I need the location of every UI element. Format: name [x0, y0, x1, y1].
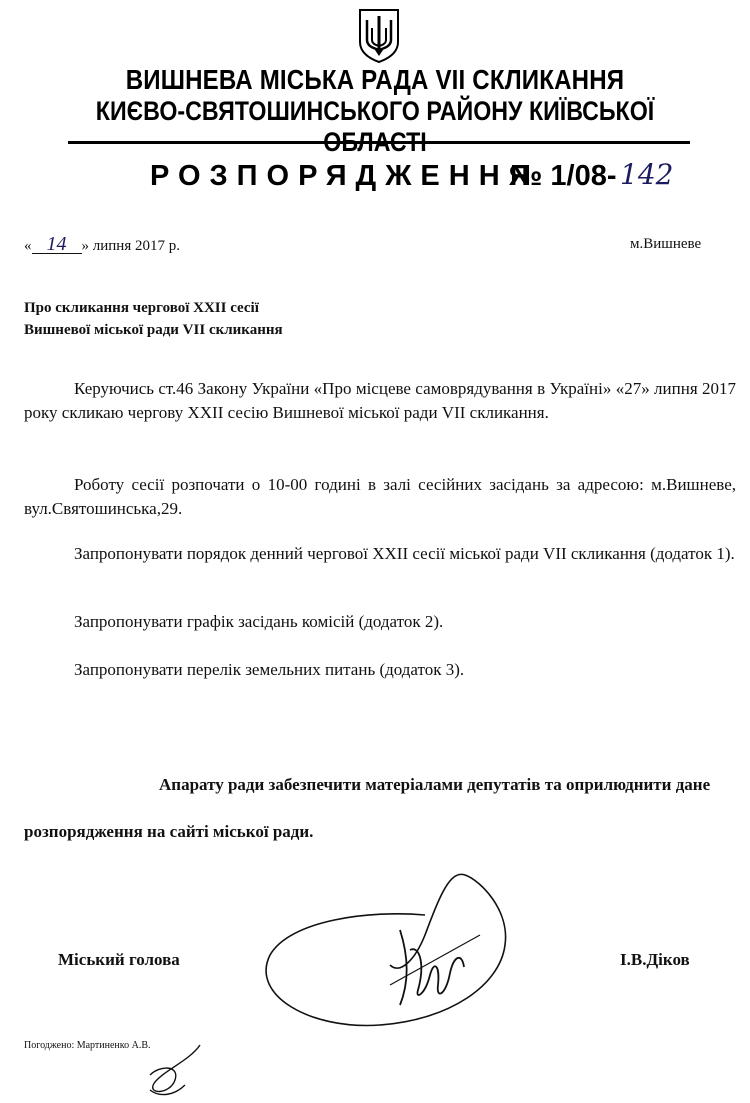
subject-line-1: Про скликання чергової ХХІІ сесії — [24, 300, 259, 316]
council-name: ВИШНЕВА МІСЬКА РАДА VII СКЛИКАННЯ — [125, 64, 625, 95]
date-month-year: » липня 2017 р. — [81, 238, 180, 254]
instruction-line-2: розпорядження на сайті міської ради. — [24, 822, 314, 841]
header-rule — [68, 141, 690, 144]
document-date — [24, 235, 180, 255]
mayor-name: І.В.Діков — [620, 950, 690, 969]
body-paragraph-1: Керуючись ст.46 Закону України «Про місцеве самоврядування в Україні» «27» липня 2017 року скликаю чергову ХХІІ сесію Вишневої міської ради VII скликання. — [24, 379, 736, 422]
order-number: № 1/08- — [510, 160, 617, 192]
date-open-quote: « — [24, 238, 32, 254]
mayor-title: Міський голова — [58, 950, 180, 969]
council-district: КИЄВО-СВЯТОШИНСЬКОГО РАЙОНУ КИЇВСЬКОЇ ОБЛАСТІ — [95, 96, 655, 157]
approver-signature-icon — [130, 1040, 220, 1100]
document-place: м.Вишневе — [630, 236, 702, 252]
approved-by: Погоджено: Мартиненко А.В. — [24, 1040, 151, 1051]
body-paragraph-5: Запропонувати перелік земельних питань (додаток 3). — [74, 660, 465, 679]
document-subject — [24, 297, 283, 341]
mayor-signature-icon — [250, 855, 550, 1035]
document-title: РОЗПОРЯДЖЕННЯ — [150, 160, 539, 192]
order-number-handwritten: 142 — [620, 158, 674, 191]
trident-emblem-icon — [356, 6, 402, 64]
body-paragraph-2: Роботу сесії розпочати о 10-00 годині в залі сесійних засідань за адресою: м.Вишневе, вул.Святошинська,29. — [24, 475, 736, 518]
subject-line-2: Вишневої міської ради VII скликання — [24, 322, 283, 338]
date-day-handwritten: 14 — [32, 235, 82, 254]
body-paragraph-3: Запропонувати порядок денний чергової ХХІІ сесії міської ради VII скликання (додаток 1). — [74, 544, 735, 563]
body-paragraph-4: Запропонувати графік засідань комісій (додаток 2). — [74, 612, 444, 631]
instruction-line-1: Апарату ради забезпечити матеріалами депутатів та оприлюднити дане — [159, 775, 711, 794]
